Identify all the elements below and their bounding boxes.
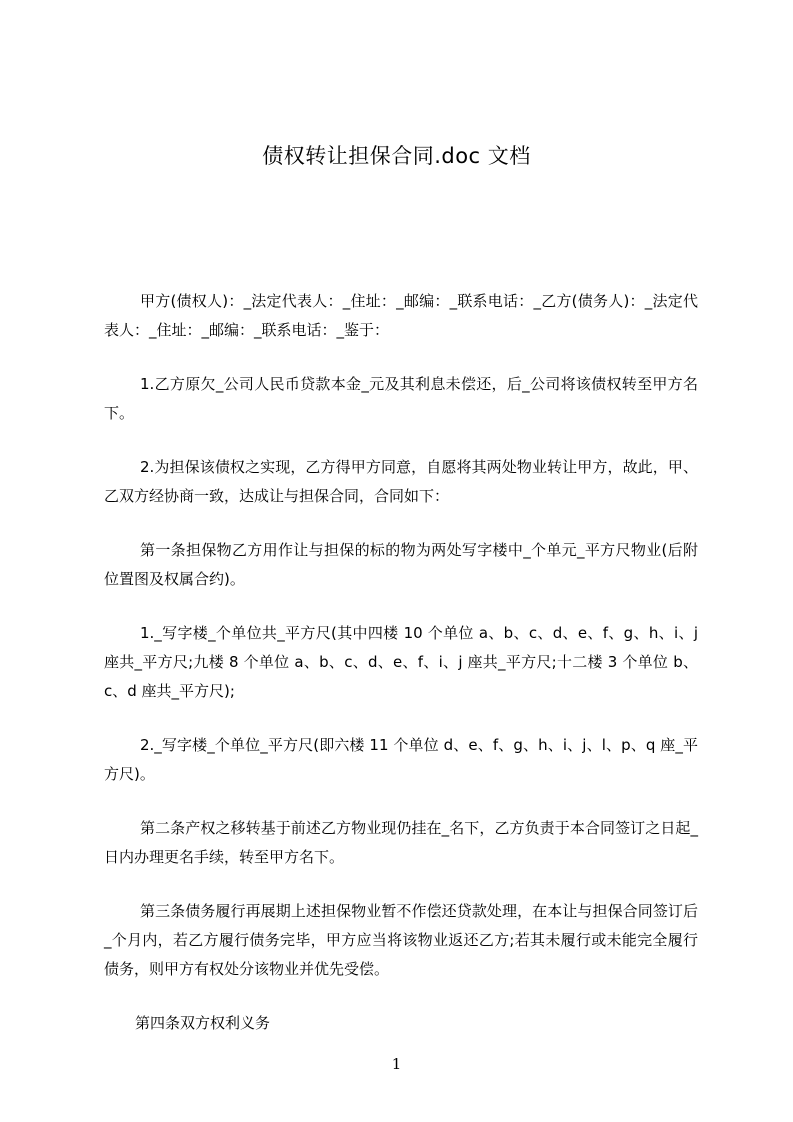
paragraph-article-1: 第一条担保物乙方用作让与担保的标的物为两处写字楼中_个单元_平方尺物业(后附位置图及权属合约)。 [104, 541, 698, 588]
paragraph-article-3: 第三条债务履行再展期上述担保物业暂不作偿还贷款处理，在本让与担保合同签订后_个月内，若乙方履行债务完毕，甲方应当将该物业返还乙方;若其未履行或未能完全履行债务，则甲方有权处分该物业并优先受偿。 [104, 902, 698, 978]
paragraph-article-4-heading: 第四条双方权利义务 [135, 1014, 271, 1032]
paragraph-article-1-item-1: 1._写字楼_个单位共_平方尺(其中四楼 10 个单位 a、b、c、d、e、f、g、h、i、j 座共_平方尺;九楼 8 个单位 a、b、c、d、e、f、i、j 座共_平方尺;十二楼 3 个单位 b、c、d 座共_平方尺); [104, 624, 698, 700]
paragraph-parties: 甲方(债权人)：_法定代表人：_住址：_邮编：_联系电话：_乙方(债务人)：_法定代表人：_住址：_邮编：_联系电话：_鉴于： [104, 292, 698, 339]
paragraph-article-1-item-2: 2._写字楼_个单位_平方尺(即六楼 11 个单位 d、e、f、g、h、i、j、l、p、q 座_平方尺)。 [104, 736, 698, 783]
document-title: 债权转让担保合同.doc 文档 [262, 144, 531, 168]
paragraph-article-2: 第二条产权之移转基于前述乙方物业现仍挂在_名下，乙方负责于本合同签订之日起_日内办理更名手续，转至甲方名下。 [104, 819, 698, 866]
paragraph-recital-1: 1.乙方原欠_公司人民币贷款本金_元及其利息未偿还，后_公司将该债权转至甲方名下。 [104, 375, 698, 422]
paragraph-recital-2: 2.为担保该债权之实现，乙方得甲方同意，自愿将其两处物业转让甲方，故此，甲、乙双方经协商一致，达成让与担保合同，合同如下： [104, 458, 698, 505]
document-body [104, 287, 698, 1063]
page-number: 1 [391, 1055, 402, 1073]
